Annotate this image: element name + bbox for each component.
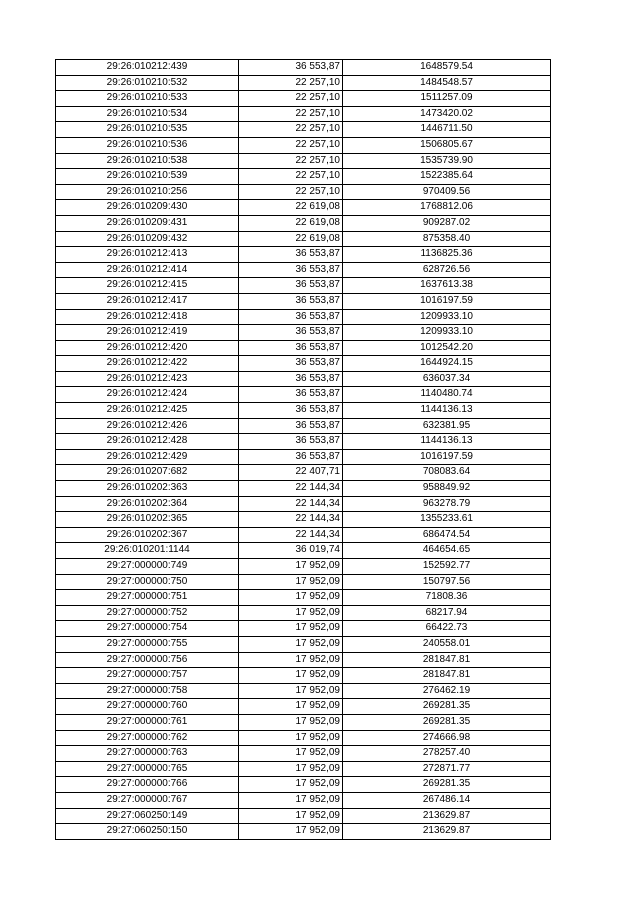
amount-cell: 1144136.13 <box>343 434 551 450</box>
value-cell: 36 553,87 <box>239 262 343 278</box>
cadastral-number-cell: 29:26:010210:539 <box>56 169 239 185</box>
table-row <box>56 418 551 434</box>
amount-cell: 152592.77 <box>343 559 551 575</box>
cadastral-number-cell: 29:26:010212:420 <box>56 340 239 356</box>
cadastral-number-cell: 29:26:010202:364 <box>56 496 239 512</box>
table-row <box>56 278 551 294</box>
cadastral-number-cell: 29:26:010212:439 <box>56 60 239 76</box>
value-cell: 36 553,87 <box>239 418 343 434</box>
table-row <box>56 465 551 481</box>
cadastral-number-cell: 29:26:010210:538 <box>56 153 239 169</box>
value-cell: 36 553,87 <box>239 340 343 356</box>
table-row <box>56 543 551 559</box>
value-cell: 22 257,10 <box>239 106 343 122</box>
amount-cell: 1637613.38 <box>343 278 551 294</box>
cadastral-number-cell: 29:27:000000:754 <box>56 621 239 637</box>
amount-cell: 628726.56 <box>343 262 551 278</box>
value-cell: 17 952,09 <box>239 714 343 730</box>
amount-cell: 708083.64 <box>343 465 551 481</box>
amount-cell: 278257.40 <box>343 746 551 762</box>
cadastral-number-cell: 29:26:010210:532 <box>56 75 239 91</box>
value-cell: 36 553,87 <box>239 387 343 403</box>
amount-cell: 1506805.67 <box>343 137 551 153</box>
cadastral-number-cell: 29:26:010212:424 <box>56 387 239 403</box>
table-row <box>56 449 551 465</box>
table-row <box>56 434 551 450</box>
table-row <box>56 403 551 419</box>
table-row <box>56 356 551 372</box>
amount-cell: 1484548.57 <box>343 75 551 91</box>
amount-cell: 1535739.90 <box>343 153 551 169</box>
value-cell: 17 952,09 <box>239 746 343 762</box>
value-cell: 22 144,34 <box>239 481 343 497</box>
cadastral-number-cell: 29:27:000000:752 <box>56 605 239 621</box>
amount-cell: 1016197.59 <box>343 449 551 465</box>
value-cell: 22 257,10 <box>239 122 343 138</box>
amount-cell: 963278.79 <box>343 496 551 512</box>
value-cell: 22 144,34 <box>239 512 343 528</box>
cadastral-number-cell: 29:26:010209:430 <box>56 200 239 216</box>
value-cell: 22 619,08 <box>239 215 343 231</box>
table-row <box>56 91 551 107</box>
cadastral-number-cell: 29:26:010210:533 <box>56 91 239 107</box>
table-row <box>56 200 551 216</box>
cadastral-number-cell: 29:27:000000:763 <box>56 746 239 762</box>
table-row <box>56 746 551 762</box>
amount-cell: 464654.65 <box>343 543 551 559</box>
table-row <box>56 387 551 403</box>
amount-cell: 269281.35 <box>343 714 551 730</box>
amount-cell: 281847.81 <box>343 668 551 684</box>
value-cell: 22 619,08 <box>239 231 343 247</box>
table-row <box>56 636 551 652</box>
amount-cell: 213629.87 <box>343 824 551 840</box>
table-row <box>56 122 551 138</box>
value-cell: 36 553,87 <box>239 325 343 341</box>
amount-cell: 276462.19 <box>343 683 551 699</box>
amount-cell: 1136825.36 <box>343 247 551 263</box>
cadastral-number-cell: 29:26:010209:432 <box>56 231 239 247</box>
table-row <box>56 512 551 528</box>
value-cell: 17 952,09 <box>239 574 343 590</box>
table-row <box>56 714 551 730</box>
amount-cell: 240558.01 <box>343 636 551 652</box>
amount-cell: 1522385.64 <box>343 169 551 185</box>
amount-cell: 1016197.59 <box>343 293 551 309</box>
value-cell: 17 952,09 <box>239 652 343 668</box>
amount-cell: 636037.34 <box>343 371 551 387</box>
value-cell: 36 553,87 <box>239 434 343 450</box>
amount-cell: 150797.56 <box>343 574 551 590</box>
amount-cell: 1648579.54 <box>343 60 551 76</box>
value-cell: 17 952,09 <box>239 792 343 808</box>
table-row <box>56 293 551 309</box>
value-cell: 22 144,34 <box>239 496 343 512</box>
amount-cell: 71808.36 <box>343 590 551 606</box>
cadastral-number-cell: 29:27:060250:149 <box>56 808 239 824</box>
value-cell: 36 553,87 <box>239 293 343 309</box>
value-cell: 22 619,08 <box>239 200 343 216</box>
value-cell: 36 553,87 <box>239 449 343 465</box>
table-row <box>56 559 551 575</box>
cadastral-number-cell: 29:26:010212:417 <box>56 293 239 309</box>
amount-cell: 213629.87 <box>343 808 551 824</box>
amount-cell: 269281.35 <box>343 699 551 715</box>
cadastral-number-cell: 29:26:010212:413 <box>56 247 239 263</box>
amount-cell: 1768812.06 <box>343 200 551 216</box>
cadastral-number-cell: 29:26:010202:363 <box>56 481 239 497</box>
table-row <box>56 325 551 341</box>
amount-cell: 267486.14 <box>343 792 551 808</box>
value-cell: 36 553,87 <box>239 278 343 294</box>
value-cell: 22 257,10 <box>239 184 343 200</box>
amount-cell: 281847.81 <box>343 652 551 668</box>
table-body <box>56 60 551 840</box>
value-cell: 17 952,09 <box>239 730 343 746</box>
cadastral-number-cell: 29:26:010212:429 <box>56 449 239 465</box>
cadastral-number-cell: 29:27:000000:750 <box>56 574 239 590</box>
cadastral-number-cell: 29:26:010212:414 <box>56 262 239 278</box>
table-row <box>56 106 551 122</box>
amount-cell: 274666.98 <box>343 730 551 746</box>
table-row <box>56 668 551 684</box>
cadastral-number-cell: 29:26:010209:431 <box>56 215 239 231</box>
table-row <box>56 496 551 512</box>
amount-cell: 272871.77 <box>343 761 551 777</box>
cadastral-number-cell: 29:27:000000:761 <box>56 714 239 730</box>
cadastral-number-cell: 29:26:010212:415 <box>56 278 239 294</box>
value-cell: 22 257,10 <box>239 137 343 153</box>
value-cell: 22 257,10 <box>239 91 343 107</box>
amount-cell: 1473420.02 <box>343 106 551 122</box>
cadastral-number-cell: 29:26:010201:1144 <box>56 543 239 559</box>
value-cell: 22 257,10 <box>239 153 343 169</box>
amount-cell: 1140480.74 <box>343 387 551 403</box>
value-cell: 17 952,09 <box>239 824 343 840</box>
cadastral-number-cell: 29:27:000000:766 <box>56 777 239 793</box>
table-row <box>56 153 551 169</box>
cadastral-number-cell: 29:26:010202:365 <box>56 512 239 528</box>
cadastral-number-cell: 29:26:010212:423 <box>56 371 239 387</box>
cadastral-number-cell: 29:27:060250:150 <box>56 824 239 840</box>
table-row <box>56 824 551 840</box>
table-row <box>56 262 551 278</box>
value-cell: 17 952,09 <box>239 559 343 575</box>
value-cell: 22 257,10 <box>239 75 343 91</box>
value-cell: 36 553,87 <box>239 309 343 325</box>
table-row <box>56 792 551 808</box>
table-row <box>56 371 551 387</box>
amount-cell: 1644924.15 <box>343 356 551 372</box>
table-row <box>56 231 551 247</box>
table-row <box>56 481 551 497</box>
cadastral-number-cell: 29:27:000000:760 <box>56 699 239 715</box>
cadastral-number-cell: 29:27:000000:751 <box>56 590 239 606</box>
amount-cell: 958849.92 <box>343 481 551 497</box>
amount-cell: 1209933.10 <box>343 309 551 325</box>
table-row <box>56 777 551 793</box>
amount-cell: 269281.35 <box>343 777 551 793</box>
table-row <box>56 340 551 356</box>
value-cell: 17 952,09 <box>239 699 343 715</box>
cadastral-number-cell: 29:26:010212:422 <box>56 356 239 372</box>
cadastral-number-cell: 29:26:010210:536 <box>56 137 239 153</box>
cadastral-number-cell: 29:27:000000:767 <box>56 792 239 808</box>
amount-cell: 686474.54 <box>343 527 551 543</box>
table-row <box>56 75 551 91</box>
value-cell: 17 952,09 <box>239 808 343 824</box>
cadastral-number-cell: 29:26:010210:535 <box>56 122 239 138</box>
value-cell: 17 952,09 <box>239 683 343 699</box>
value-cell: 17 952,09 <box>239 761 343 777</box>
cadastral-number-cell: 29:26:010210:534 <box>56 106 239 122</box>
table-row <box>56 621 551 637</box>
value-cell: 17 952,09 <box>239 777 343 793</box>
value-cell: 17 952,09 <box>239 621 343 637</box>
table-row <box>56 730 551 746</box>
table-row <box>56 605 551 621</box>
value-cell: 17 952,09 <box>239 605 343 621</box>
cadastral-number-cell: 29:27:000000:765 <box>56 761 239 777</box>
cadastral-number-cell: 29:27:000000:757 <box>56 668 239 684</box>
amount-cell: 1012542.20 <box>343 340 551 356</box>
amount-cell: 909287.02 <box>343 215 551 231</box>
table-row <box>56 652 551 668</box>
table-row <box>56 215 551 231</box>
table-row <box>56 574 551 590</box>
cadastral-number-cell: 29:26:010207:682 <box>56 465 239 481</box>
table-row <box>56 808 551 824</box>
amount-cell: 66422.73 <box>343 621 551 637</box>
table-row <box>56 309 551 325</box>
amount-cell: 1144136.13 <box>343 403 551 419</box>
amount-cell: 632381.95 <box>343 418 551 434</box>
cadastral-number-cell: 29:26:010202:367 <box>56 527 239 543</box>
value-cell: 17 952,09 <box>239 636 343 652</box>
data-table <box>55 59 551 840</box>
cadastral-number-cell: 29:26:010212:426 <box>56 418 239 434</box>
table-row <box>56 683 551 699</box>
table-row <box>56 60 551 76</box>
cadastral-number-cell: 29:27:000000:749 <box>56 559 239 575</box>
value-cell: 36 553,87 <box>239 247 343 263</box>
table-row <box>56 247 551 263</box>
cadastral-number-cell: 29:26:010212:425 <box>56 403 239 419</box>
value-cell: 36 553,87 <box>239 403 343 419</box>
amount-cell: 68217.94 <box>343 605 551 621</box>
cadastral-number-cell: 29:27:000000:755 <box>56 636 239 652</box>
value-cell: 22 407,71 <box>239 465 343 481</box>
value-cell: 17 952,09 <box>239 590 343 606</box>
cadastral-number-cell: 29:27:000000:756 <box>56 652 239 668</box>
value-cell: 22 257,10 <box>239 169 343 185</box>
table-row <box>56 137 551 153</box>
cadastral-number-cell: 29:27:000000:758 <box>56 683 239 699</box>
amount-cell: 1209933.10 <box>343 325 551 341</box>
table-row <box>56 590 551 606</box>
amount-cell: 970409.56 <box>343 184 551 200</box>
amount-cell: 1355233.61 <box>343 512 551 528</box>
cadastral-number-cell: 29:27:000000:762 <box>56 730 239 746</box>
amount-cell: 1446711.50 <box>343 122 551 138</box>
table-row <box>56 699 551 715</box>
cadastral-number-cell: 29:26:010210:256 <box>56 184 239 200</box>
value-cell: 36 019,74 <box>239 543 343 559</box>
value-cell: 22 144,34 <box>239 527 343 543</box>
cadastral-number-cell: 29:26:010212:419 <box>56 325 239 341</box>
table-row <box>56 761 551 777</box>
value-cell: 36 553,87 <box>239 371 343 387</box>
value-cell: 36 553,87 <box>239 356 343 372</box>
value-cell: 17 952,09 <box>239 668 343 684</box>
amount-cell: 1511257.09 <box>343 91 551 107</box>
table-row <box>56 169 551 185</box>
cadastral-number-cell: 29:26:010212:418 <box>56 309 239 325</box>
table-row <box>56 527 551 543</box>
amount-cell: 875358.40 <box>343 231 551 247</box>
table-row <box>56 184 551 200</box>
value-cell: 36 553,87 <box>239 60 343 76</box>
cadastral-number-cell: 29:26:010212:428 <box>56 434 239 450</box>
